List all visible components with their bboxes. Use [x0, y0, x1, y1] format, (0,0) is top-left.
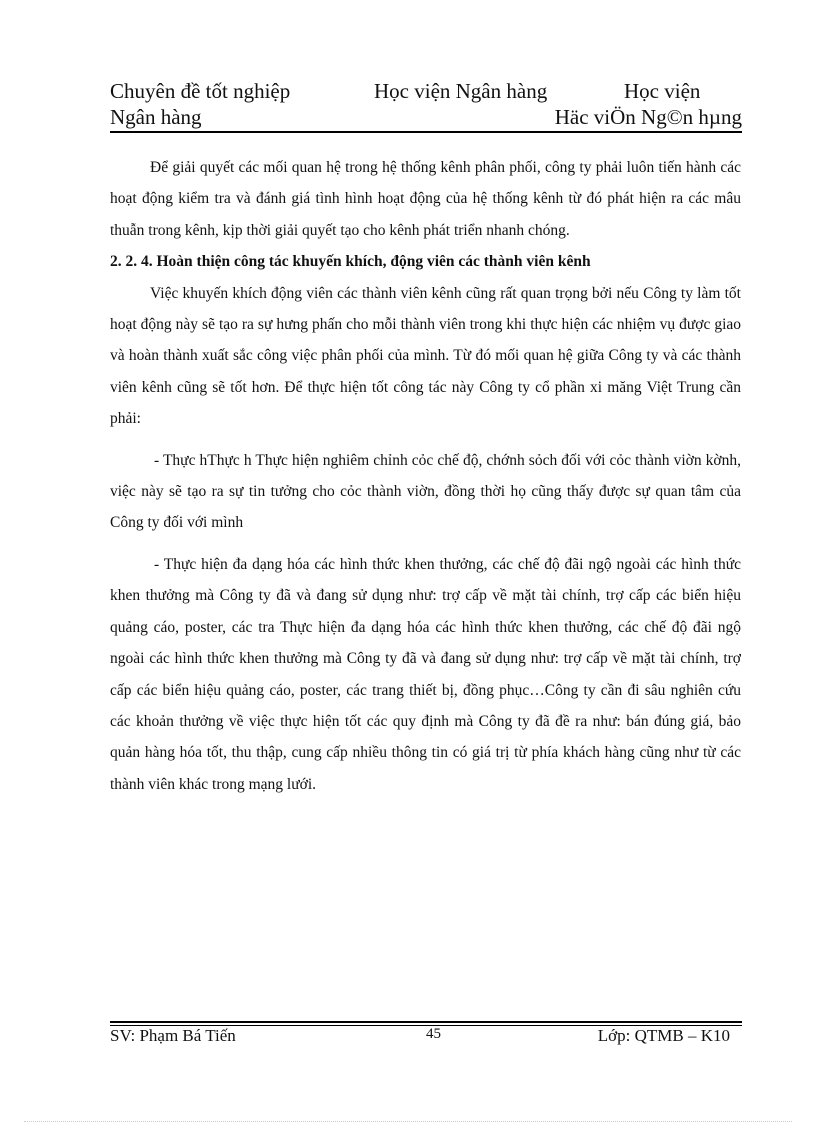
header-institution-garbled: Häc viÖn Ng©n hµng [554, 105, 742, 129]
document-body [110, 152, 741, 800]
header-institution-wrap: Học viện [624, 79, 701, 103]
header-institution-cont: Ngân hàng [110, 105, 202, 129]
page-header-line2 [110, 104, 742, 132]
paragraph: Việc khuyến khích động viên các thành viên kênh cũng rất quan trọng bởi nếu Công ty làm tốt hoạt động này sẽ tạo ra sự hưng phấn cho mỗi thành viên trong khi thực hiện các nhiệm vụ được giao và hoàn thành xuất sắc công việc phân phối của mình. Từ đó mối quan hệ giữa Công ty và các thành viên kênh cũng sẽ tốt hơn. Để thực hiện tốt công tác này Công ty cổ phần xi măng Việt Trung cần phải: [110, 284, 741, 428]
footer-student: SV: Phạm Bá Tiến [110, 1026, 236, 1045]
page-edge-divider [24, 1121, 792, 1122]
header-rule [110, 131, 742, 133]
page-header-line1 [110, 78, 742, 106]
bullet-paragraph: - Thực hiện đa dạng hóa các hình thức khen thưởng, các chế độ đãi ngộ ngoài các hình thức khen thưởng mà Công ty đã và đang sử dụng như: trợ cấp về mặt tài chính, trợ cấp các biển hiệu quảng cáo, poster, các tra Thực hiện đa dạng hóa các hình thức khen thưởng, các chế độ đãi ngộ ngoài các hình thức khen thưởng mà Công ty đã và đang sử dụng như: trợ cấp về mặt tài chính, trợ cấp các biển hiệu quảng cáo, poster, các trang thiết bị, đồng phục…Công ty cần đi sâu nghiên cứu các khoản thưởng về việc thực hiện tốt các quy định mà Công ty đã đề ra như: bán đúng giá, bảo quản hàng hóa tốt, thu thập, cung cấp nhiều thông tin có giá trị từ phía khách hàng cũng như từ các thành viên khác trong mạng lưới. [110, 555, 741, 793]
paragraph: Để giải quyết các mối quan hệ trong hệ thống kênh phân phối, công ty phải luôn tiến hành các hoạt động kiểm tra và đánh giá tình hình hoạt động của hệ thống kênh từ đó phát hiện ra các mâu thuẫn trong kênh, kịp thời giải quyết tạo cho kênh phát triển nhanh chóng. [110, 159, 741, 239]
header-institution: Học viện Ngân hàng [374, 79, 548, 103]
page-footer [110, 1026, 742, 1050]
footer-rule-top [110, 1021, 742, 1023]
page-number: 45 [426, 1026, 441, 1042]
section-heading: 2. 2. 4. Hoàn thiện công tác khuyến khích, động viên các thành viên kênh [110, 253, 591, 271]
bullet-paragraph: - Thực hThực h Thực hiện nghiêm chỉnh cỏc chế độ, chớnh sỏch đối với cỏc thành viờn kờnh, việc này sẽ tạo ra sự tin tưởng cho cỏc thành viờn, đồng thời họ cũng thấy được sự quan tâm của Công ty đối với mình [110, 451, 741, 532]
header-doc-type: Chuyên đề tốt nghiệp [110, 79, 291, 103]
footer-class: Lớp: QTMB – K10 [597, 1026, 730, 1045]
